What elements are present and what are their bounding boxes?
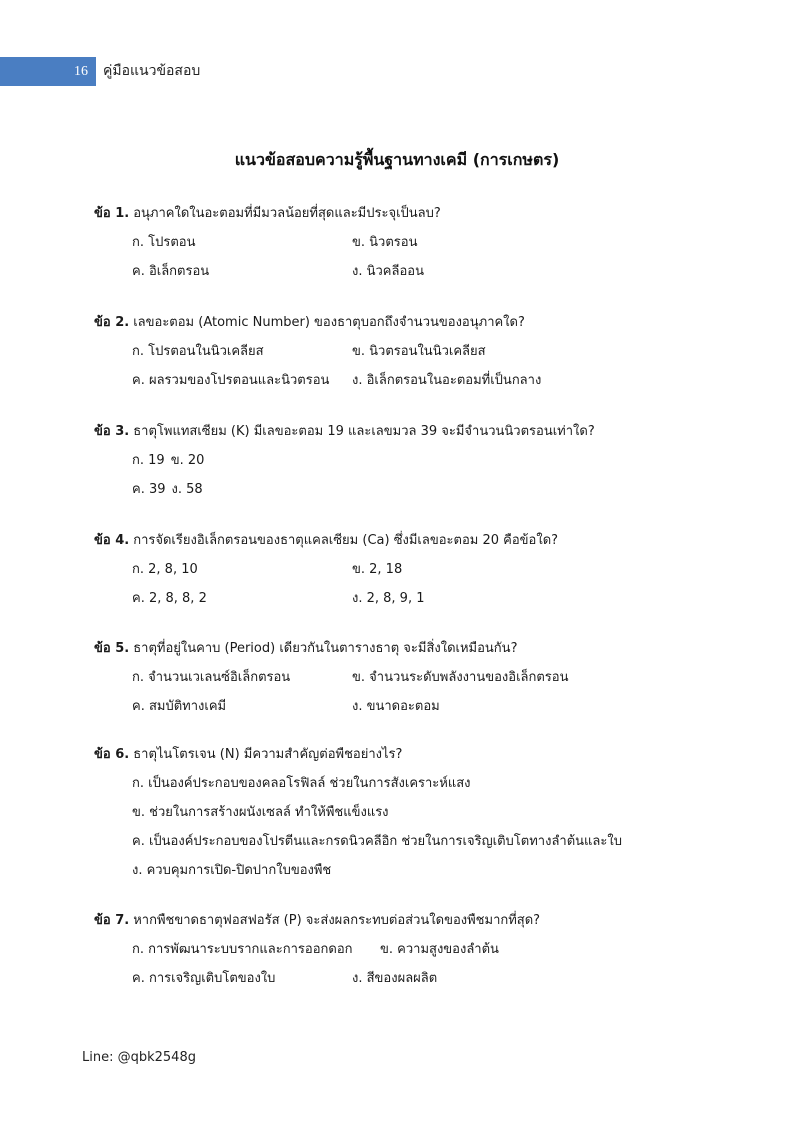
question-3 bbox=[94, 421, 714, 508]
question-text: ธาตุโพแทสเซียม (K) มีเลขอะตอม 19 และเลขมวล 39 จะมีจำนวนนิวตรอนเท่าใด? bbox=[133, 424, 595, 439]
page-number: 16 bbox=[74, 64, 88, 79]
option-a: ก. 19 bbox=[132, 453, 165, 468]
option-b: ข. นิวตรอน bbox=[352, 235, 418, 250]
question-text: การจัดเรียงอิเล็กตรอนของธาตุแคลเซียม (Ca) ซึ่งมีเลขอะตอม 20 คือข้อใด? bbox=[133, 533, 559, 548]
option-b: ข. ความสูงของลำต้น bbox=[380, 942, 499, 957]
option-c: ค. การเจริญเติบโตของใบ bbox=[132, 971, 276, 986]
option-d: ง. ควบคุมการเปิด-ปิดปากใบของพืช bbox=[132, 863, 332, 878]
question-stem bbox=[94, 312, 714, 341]
option-a: ก. 2, 8, 10 bbox=[132, 562, 198, 577]
option-d: ง. สีของผลผลิต bbox=[352, 971, 438, 986]
question-number: ข้อ 1. bbox=[94, 206, 130, 221]
question-6 bbox=[94, 744, 714, 889]
option-d: ง. อิเล็กตรอนในอะตอมที่เป็นกลาง bbox=[352, 373, 542, 388]
question-text: เลขอะตอม (Atomic Number) ของธาตุบอกถึงจำนวนของอนุภาคใด? bbox=[133, 315, 525, 330]
option-a: ก. โปรตอนในนิวเคลียส bbox=[132, 344, 264, 359]
option-d: ง. ขนาดอะตอม bbox=[352, 699, 440, 714]
option-c: ค. ผลรวมของโปรตอนและนิวตรอน bbox=[132, 373, 330, 388]
option-d: ง. นิวคลีออน bbox=[352, 264, 424, 279]
option-a: ก. โปรตอน bbox=[132, 235, 196, 250]
question-stem bbox=[94, 203, 714, 232]
question-stem bbox=[94, 910, 714, 939]
option-a: ก. เป็นองค์ประกอบของคลอโรฟิลล์ ช่วยในการสังเคราะห์แสง bbox=[132, 776, 471, 791]
question-1 bbox=[94, 203, 714, 290]
option-b: ข. จำนวนระดับพลังงานของอิเล็กตรอน bbox=[352, 670, 569, 685]
question-number: ข้อ 7. bbox=[94, 913, 130, 928]
book-title: คู่มือแนวข้อสอบ bbox=[103, 63, 201, 79]
option-c: ค. สมบัติทางเคมี bbox=[132, 699, 227, 714]
option-c: ค. 39 bbox=[132, 482, 166, 497]
question-stem bbox=[94, 530, 714, 559]
option-d: ง. 2, 8, 9, 1 bbox=[352, 591, 425, 606]
question-number: ข้อ 5. bbox=[94, 641, 130, 656]
question-text: อนุภาคใดในอะตอมที่มีมวลน้อยที่สุดและมีประจุเป็นลบ? bbox=[133, 206, 441, 221]
question-stem bbox=[94, 421, 714, 450]
question-number: ข้อ 3. bbox=[94, 424, 130, 439]
question-text: ธาตุที่อยู่ในคาบ (Period) เดียวกันในตารางธาตุ จะมีสิ่งใดเหมือนกัน? bbox=[133, 641, 518, 656]
option-b: ข. ช่วยในการสร้างผนังเซลล์ ทำให้พืชแข็งแรง bbox=[132, 805, 389, 820]
question-7 bbox=[94, 910, 714, 997]
option-b: ข. นิวตรอนในนิวเคลียส bbox=[352, 344, 486, 359]
option-c: ค. 2, 8, 8, 2 bbox=[132, 591, 207, 606]
option-b: ข. 2, 18 bbox=[352, 562, 403, 577]
option-a: ก. การพัฒนาระบบรากและการออกดอก bbox=[132, 942, 353, 957]
exam-title: แนวข้อสอบความรู้พื้นฐานทางเคมี (การเกษตร) bbox=[234, 150, 560, 169]
question-4 bbox=[94, 530, 714, 617]
question-5 bbox=[94, 638, 714, 725]
question-2 bbox=[94, 312, 714, 399]
option-c: ค. อิเล็กตรอน bbox=[132, 264, 210, 279]
question-number: ข้อ 2. bbox=[94, 315, 130, 330]
question-stem bbox=[94, 744, 714, 773]
question-text: ธาตุไนโตรเจน (N) มีความสำคัญต่อพืชอย่างไร? bbox=[133, 747, 403, 762]
question-stem bbox=[94, 638, 714, 667]
question-text: หากพืชขาดธาตุฟอสฟอรัส (P) จะส่งผลกระทบต่อส่วนใดของพืชมากที่สุด? bbox=[133, 913, 541, 928]
option-c: ค. เป็นองค์ประกอบของโปรตีนและกรดนิวคลีอิก ช่วยในการเจริญเติบโตทางลำต้นและใบ bbox=[132, 834, 622, 849]
option-d: ง. 58 bbox=[171, 482, 203, 497]
question-number: ข้อ 6. bbox=[94, 747, 130, 762]
option-b: ข. 20 bbox=[170, 453, 205, 468]
footer-line-id: Line: @qbk2548g bbox=[82, 1050, 196, 1065]
question-number: ข้อ 4. bbox=[94, 533, 130, 548]
option-a: ก. จำนวนเวเลนซ์อิเล็กตรอน bbox=[132, 670, 291, 685]
